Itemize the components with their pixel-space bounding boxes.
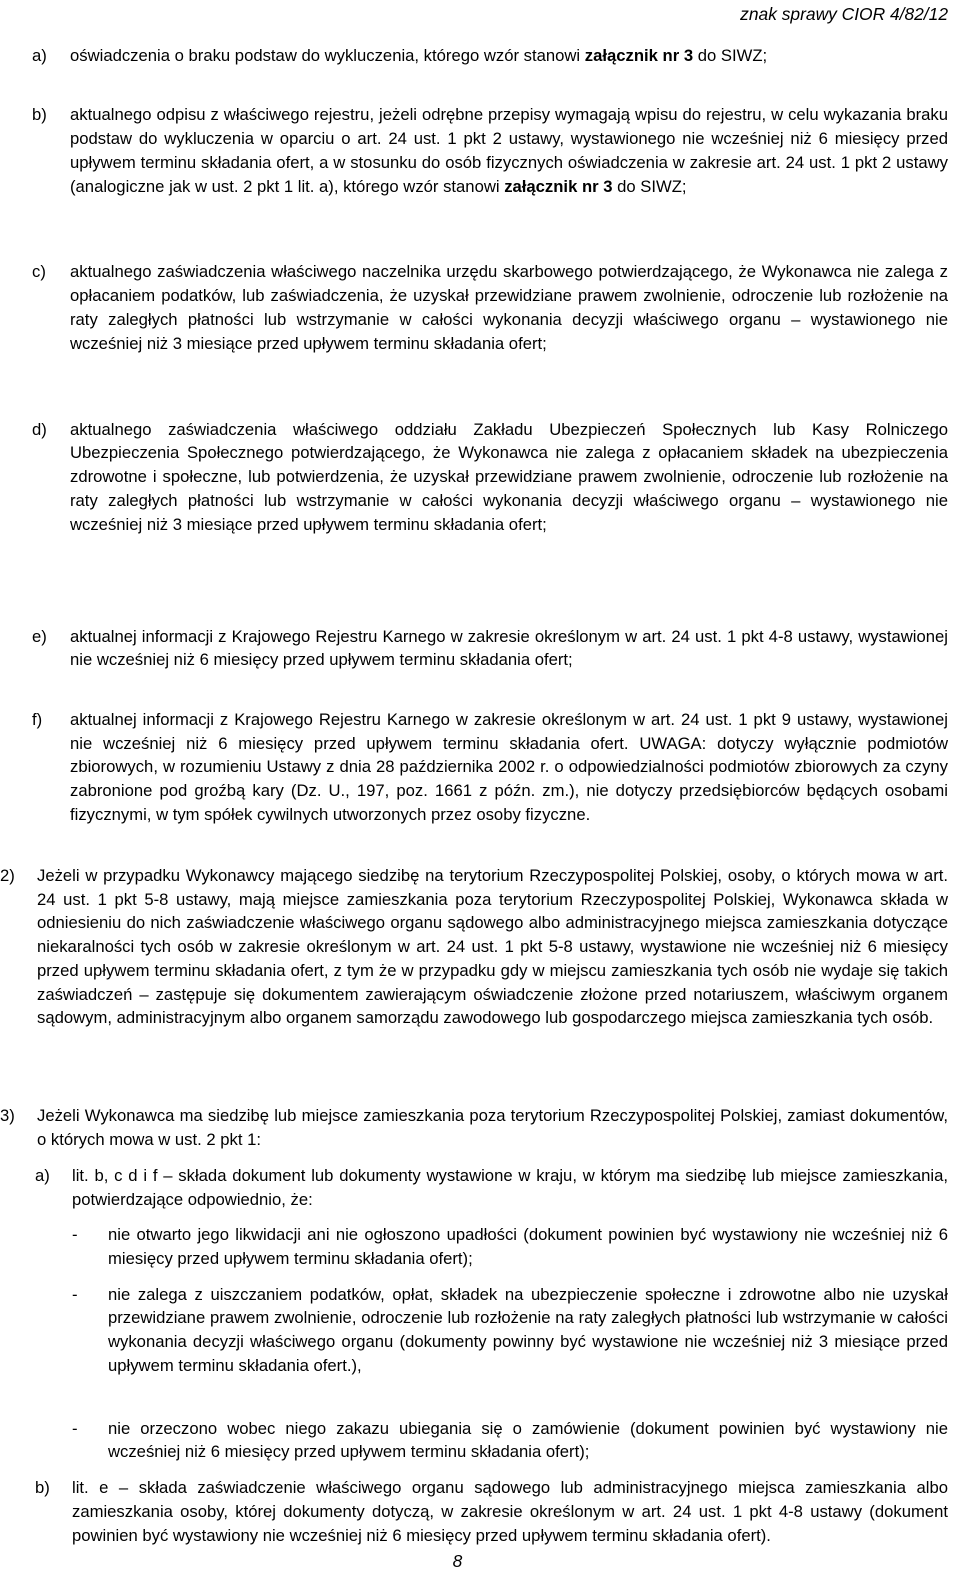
dash-marker: - (72, 1418, 78, 1438)
item-label: 2) (0, 865, 15, 885)
bold-reference: załącznik nr 3 (504, 176, 613, 196)
text-part: do SIWZ; (612, 176, 687, 196)
page-number: 8 (452, 1551, 463, 1571)
bold-reference: załącznik nr 3 (584, 46, 694, 65)
dash-item-2 (72, 1283, 948, 1378)
item-text: lit. e – składa zaświadczenie właściwego organu sądowego lub administracyjnego miejsca zamieszkania albo zamieszkania osoby, której dokumenty dotyczą, w zakresie określonym w art. 24 ust. 1 pkt 4-8 ustawy (dokument powinien być wystawiony nie wcześniej niż 6 miesięcy przed upływem terminu składania ofert). (72, 1478, 948, 1545)
item-label: e) (32, 626, 47, 646)
item-label: a) (32, 46, 47, 65)
dash-marker: - (72, 1225, 78, 1245)
item-text (70, 103, 948, 198)
text-part: do SIWZ; (693, 46, 768, 65)
item-text: aktualnego zaświadczenia właściwego naczelnika urzędu skarbowego potwierdzającego, że Wykonawca nie zalega z opłacaniem podatków, lub zaświadczenia, że uzyskał przewidziane prawem zwolnienie, odroczenie lub rozłożenie na raty zaległych płatności lub wstrzymanie w całości wykonania decyzji właściwego organu – wystawionego nie wcześniej niż 3 miesiące przed upływem terminu składania ofert; (70, 262, 948, 353)
item-text: Jeżeli Wykonawca ma siedzibę lub miejsce zamieszkania poza terytorium Rzeczypospolitej Polskiej, zamiast dokumentów, o których mowa w ust. 2 pkt 1: (37, 1106, 948, 1150)
item-label: d) (32, 419, 47, 439)
dash-item-3 (72, 1417, 948, 1465)
item-text: lit. b, c d i f – składa dokument lub dokumenty wystawione w kraju, w którym ma siedzibę lub miejsce zamieszkania, potwierdzające odpowiednio, że: (72, 1165, 948, 1209)
dash-item-1 (72, 1223, 948, 1271)
text-part: aktualnego odpisu z właściwego rejestru, jeżeli odrębne przepisy wymagają wpisu do rejestru, w celu wykazania braku podstaw do wykluczenia w oparciu o art. 24 ust. 1 pkt 2 ustawy, wystawionego nie wcześniej niż 6 miesięcy przed upływem terminu składania ofert, a w stosunku do osób fizycznych oświadczenia w zakresie art. 24 ust. 1 pkt 2 ustawy (analogiczne jak w ust. 2 pkt 1 lit. a), którego wzór stanowi (70, 105, 948, 196)
numbered-item-3 (0, 1104, 948, 1152)
item-text (70, 44, 948, 68)
item-text: aktualnej informacji z Krajowego Rejestru Karnego w zakresie określonym w art. 24 ust. 1 pkt 4-8 ustawy, wystawionej nie wcześniej niż 6 miesięcy przed upływem terminu składania ofert; (70, 626, 948, 670)
item-text: Jeżeli w przypadku Wykonawcy mającego siedzibę na terytorium Rzeczypospolitej Polskiej, osoby, o których mowa w art. 24 ust. 1 pkt 5-8 ustawy, mają miejsce zamieszkania poza terytorium Rzeczypospolitej Polskiej, Wykonawca składa w odniesieniu do nich zaświadczenie właściwego organu sądowego albo administracyjnego miejsca zamieszkania dotyczące niekaralności tych osób w zakresie określonym w art. 24 ust. 1 pkt 5-8 ustawy, wystawione nie wcześniej niż 6 miesięcy przed upływem terminu składania ofert, z tym że w przypadku gdy w miejscu zamieszkania tych osób nie wydaje się takich zaświadczeń – zastępuje się dokumentem zawierającym oświadczenie złożone przed notariuszem, właściwym organem sądowym, administracyjnym albo organem samorządu zawodowego lub gospodarczego miejsca zamieszkania tych osób. (37, 865, 948, 1028)
numbered-item-2 (0, 864, 948, 1030)
item-label: a) (35, 1165, 50, 1185)
list-item-b (32, 103, 948, 198)
list-item-d (32, 418, 948, 537)
item-label: c) (32, 262, 46, 282)
item-label: 3) (0, 1106, 15, 1126)
list-item-e (32, 625, 948, 673)
item-text: nie otwarto jego likwidacji ani nie ogłoszono upadłości (dokument powinien być wystawiony nie wcześniej niż 6 miesięcy przed upływem terminu składania ofert); (108, 1225, 948, 1268)
item-text: aktualnego zaświadczenia właściwego oddziału Zakładu Ubezpieczeń Społecznych lub Kasy Rolniczego Ubezpieczenia Społecznego potwierdzającego, że Wykonawca nie zalega z opłacaniem składek na ubezpieczenia zdrowotne i społeczne, lub potwierdzenia, że uzyskał przewidziane prawem zwolnienie, odroczenie lub rozłożenie na raty zaległych płatności lub wstrzymanie w całości wykonania decyzji właściwego organu – wystawionego nie wcześniej niż 3 miesiące przed upływem terminu składania ofert; (70, 419, 948, 534)
item-text: nie zalega z uiszczaniem podatków, opłat, składek na ubezpieczenie społeczne i zdrowotne albo nie uzyskał przewidziane prawem zwolnienie, odroczenie lub rozłożenie na raty zaległych płatności lub wstrzymanie w całości wykonania decyzji właściwego organu (dokumenty powinny być wystawione nie wcześniej niż 3 miesiące przed upływem terminu składania ofert.), (108, 1284, 948, 1375)
sub-item-b (35, 1476, 948, 1547)
text-part: oświadczenia o braku podstaw do wykluczenia, którego wzór stanowi (70, 46, 585, 65)
item-label: b) (32, 105, 47, 125)
item-text: aktualnej informacji z Krajowego Rejestru Karnego w zakresie określonym w art. 24 ust. 1 pkt 9 ustawy, wystawionej nie wcześniej niż 6 miesięcy przed upływem terminu składania ofert. UWAGA: dotyczy wyłącznie podmiotów zbiorowych, w rozumieniu Ustawy z dnia 28 października 2002 r. o odpowiedzialności podmiotów zbiorowych za czyny zabronione pod groźbą kary (Dz. U., 197, poz. 1661 z późn. zm.), nie dotyczy przedsiębiorców będących osobami fizycznymi, w tym spółek cywilnych utworzonych przez osoby fizyczne. (70, 709, 948, 824)
list-item-a (32, 44, 948, 68)
item-text: nie orzeczono wobec niego zakazu ubiegania się o zamówienie (dokument powinien być wystawiony nie wcześniej niż 6 miesięcy przed upływem terminu składania ofert); (108, 1418, 948, 1462)
item-label: b) (35, 1478, 50, 1498)
dash-marker: - (72, 1284, 78, 1304)
list-item-f (32, 708, 948, 827)
item-label: f) (32, 709, 43, 729)
sub-item-a (35, 1164, 948, 1212)
list-item-c (32, 260, 948, 355)
case-number-header: znak sprawy CIOR 4/82/12 (740, 4, 948, 24)
